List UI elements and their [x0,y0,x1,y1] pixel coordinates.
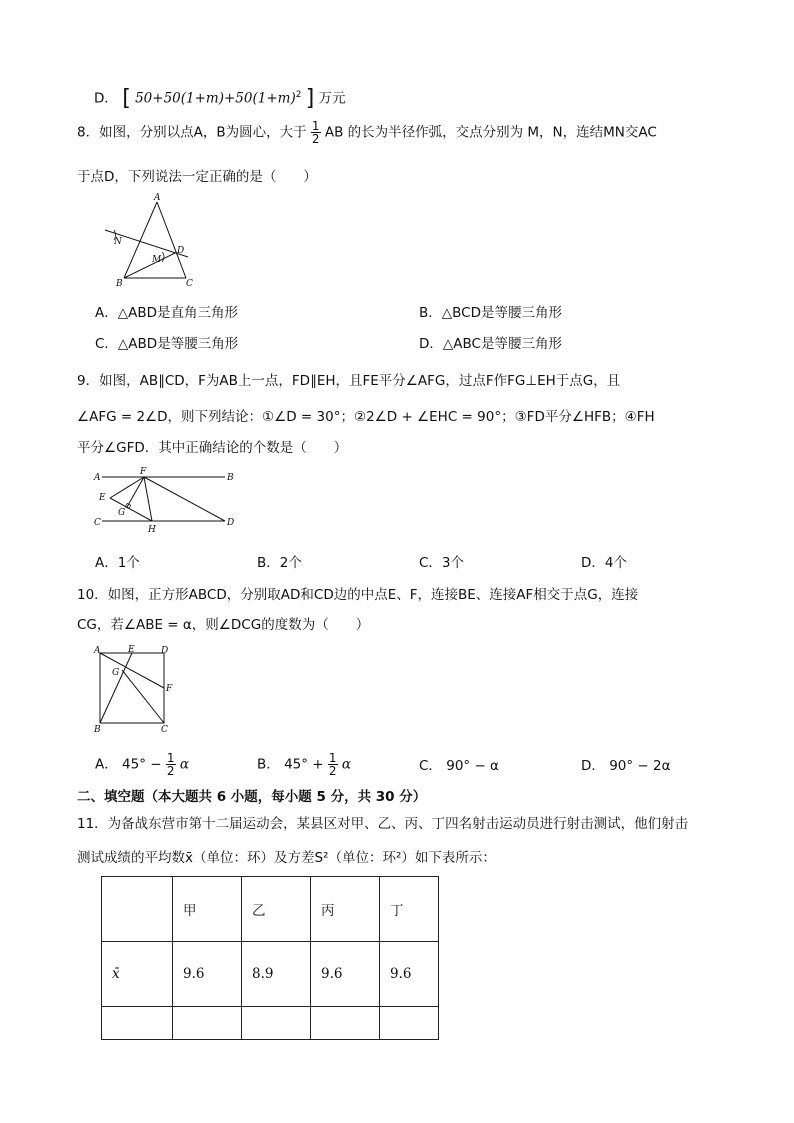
table-cell [311,1007,380,1040]
q10-option-a-den: 2 [166,764,175,778]
q10-option-b-post: α [341,756,351,773]
q7-option-d-expr: 50+50(1+m)+50(1+m) [135,90,296,107]
q9-option-b: B．2个 [257,555,302,571]
q9-fig-label-e: E [99,493,106,503]
q8-fig-label-d: D [177,246,185,256]
table-cell: 丙 [311,877,380,942]
q7-option-d-exp: 2 [295,90,302,100]
q10-figure [90,643,180,733]
q10-line1: 10．如图，正方形ABCD，分别取AD和CD边的中点E、F，连接BE、连接AF相交于点G，连接 [77,587,639,603]
q7-option-d [94,86,346,111]
q7-option-d-label: D． [94,90,118,107]
q11-line2: 测试成绩的平均数x̄（单位：环）及方差S²（单位：环²）如下表所示： [77,850,496,866]
table-row [102,1007,439,1040]
section2-heading: 二、填空题（本大题共 6 小题，每小题 5 分，共 30 分） [77,789,427,805]
table-cell: 9.6 [380,942,439,1007]
q10-fig-label-g: G [112,668,120,678]
table-cell [102,1007,173,1040]
q9-option-d: D．4个 [581,555,627,571]
q8-fig-label-b: B [116,279,123,289]
q10-fig-label-e: E [128,645,135,655]
q9-fig-label-g: G [118,508,126,518]
q10-line2: CG，若∠ABE = α，则∠DCG的度数为（ ） [77,617,370,633]
q8-fraction [311,120,321,145]
q10-option-a-fraction [166,752,176,777]
q10-option-b-label: B． [257,756,280,773]
q9-fig-label-d: D [227,518,235,528]
q10-fig-label-b: B [94,725,101,733]
q8-option-c: C．△ABD是等腰三角形 [95,336,239,352]
q11-table [101,876,439,1040]
q10-option-c [419,754,499,774]
q10-option-a-label: A． [95,756,118,773]
q9-line2: ∠AFG = 2∠D，则下列结论：①∠D = 30°；②2∠D + ∠EHC = 90°；③FD平分∠HFB；④FH [77,409,655,425]
table-cell [173,1007,242,1040]
q8-fig-label-a: A [154,193,161,203]
q10-fig-label-f: F [166,684,173,694]
q9-option-a: A．1个 [95,555,140,571]
q9-option-c: C．3个 [419,555,465,571]
q8-option-a: A．△ABD是直角三角形 [95,305,239,321]
table-cell [242,1007,311,1040]
q10-option-c-label: C． [419,758,442,774]
table-row [102,942,439,1007]
q10-option-d-text: 90° − 2α [609,758,671,774]
q10-option-b-pre: 45° + [284,756,328,773]
q10-fig-label-d: D [161,646,169,656]
q8-line1-suffix: AB 的长为半径作弧，交点分别为 M，N，连结MN交AC [324,124,657,141]
q7-option-d-bracket-open: [ [122,86,131,111]
q8-frac-den: 2 [311,132,320,146]
table-row [102,877,439,942]
table-cell: 甲 [173,877,242,942]
q9-fig-label-c: C [94,518,101,528]
q8-line1 [77,120,657,145]
table-cell: 9.6 [173,942,242,1007]
q11-line1: 11．为备战东营市第十二届运动会，某县区对甲、乙、丙、丁四名射击运动员进行射击测试，他们射击 [77,816,689,832]
q10-option-a-pre: 45° − [122,756,166,773]
table-cell [380,1007,439,1040]
table-cell: 9.6 [311,942,380,1007]
q10-option-b-num: 1 [328,751,337,765]
q9-fig-label-a: A [94,473,101,483]
q8-option-b: B．△BCD是等腰三角形 [419,305,562,321]
table-cell: 丁 [380,877,439,942]
q10-option-d-label: D． [581,758,605,774]
table-cell [102,877,173,942]
q10-option-a-num: 1 [166,751,175,765]
q10-option-a [95,752,189,777]
q9-fig-label-f: F [140,467,147,477]
q10-option-b-den: 2 [328,764,337,778]
q7-option-d-bracket-close: ] [305,86,315,111]
q10-option-d [581,754,671,774]
q10-option-a-post: α [179,756,189,773]
q8-fig-label-n: N [114,237,122,247]
q9-line3: 平分∠GFD．其中正确结论的个数是（ ） [77,440,348,456]
q8-option-d: D．△ABC是等腰三角形 [419,336,562,352]
q8-frac-num: 1 [311,119,320,133]
q7-option-d-unit: 万元 [318,90,346,107]
q9-line1: 9．如图，AB∥CD，F为AB上一点，FD∥EH，且FE平分∠AFG，过点F作FG⊥EH于点G，且 [77,373,621,389]
table-cell: x̄ [102,942,173,1007]
q8-fig-label-m: M [152,255,162,265]
q8-fig-label-c: C [186,279,193,289]
q9-fig-label-h: H [148,525,156,535]
table-cell: 8.9 [242,942,311,1007]
table-cell: 乙 [242,877,311,942]
q9-fig-label-b: B [227,473,234,483]
q10-option-b-fraction [328,752,338,777]
q10-fig-label-a: A [94,646,101,656]
q8-line1-prefix: 8．如图，分别以点A，B为圆心，大于 [77,124,307,141]
q9-figure [90,465,245,535]
q8-line2: 于点D，下列说法一定正确的是（ ） [77,169,317,185]
q10-option-b [257,752,351,777]
q10-option-c-text: 90° − α [446,758,499,774]
q10-fig-label-c: C [161,725,168,733]
q8-figure [100,190,205,290]
